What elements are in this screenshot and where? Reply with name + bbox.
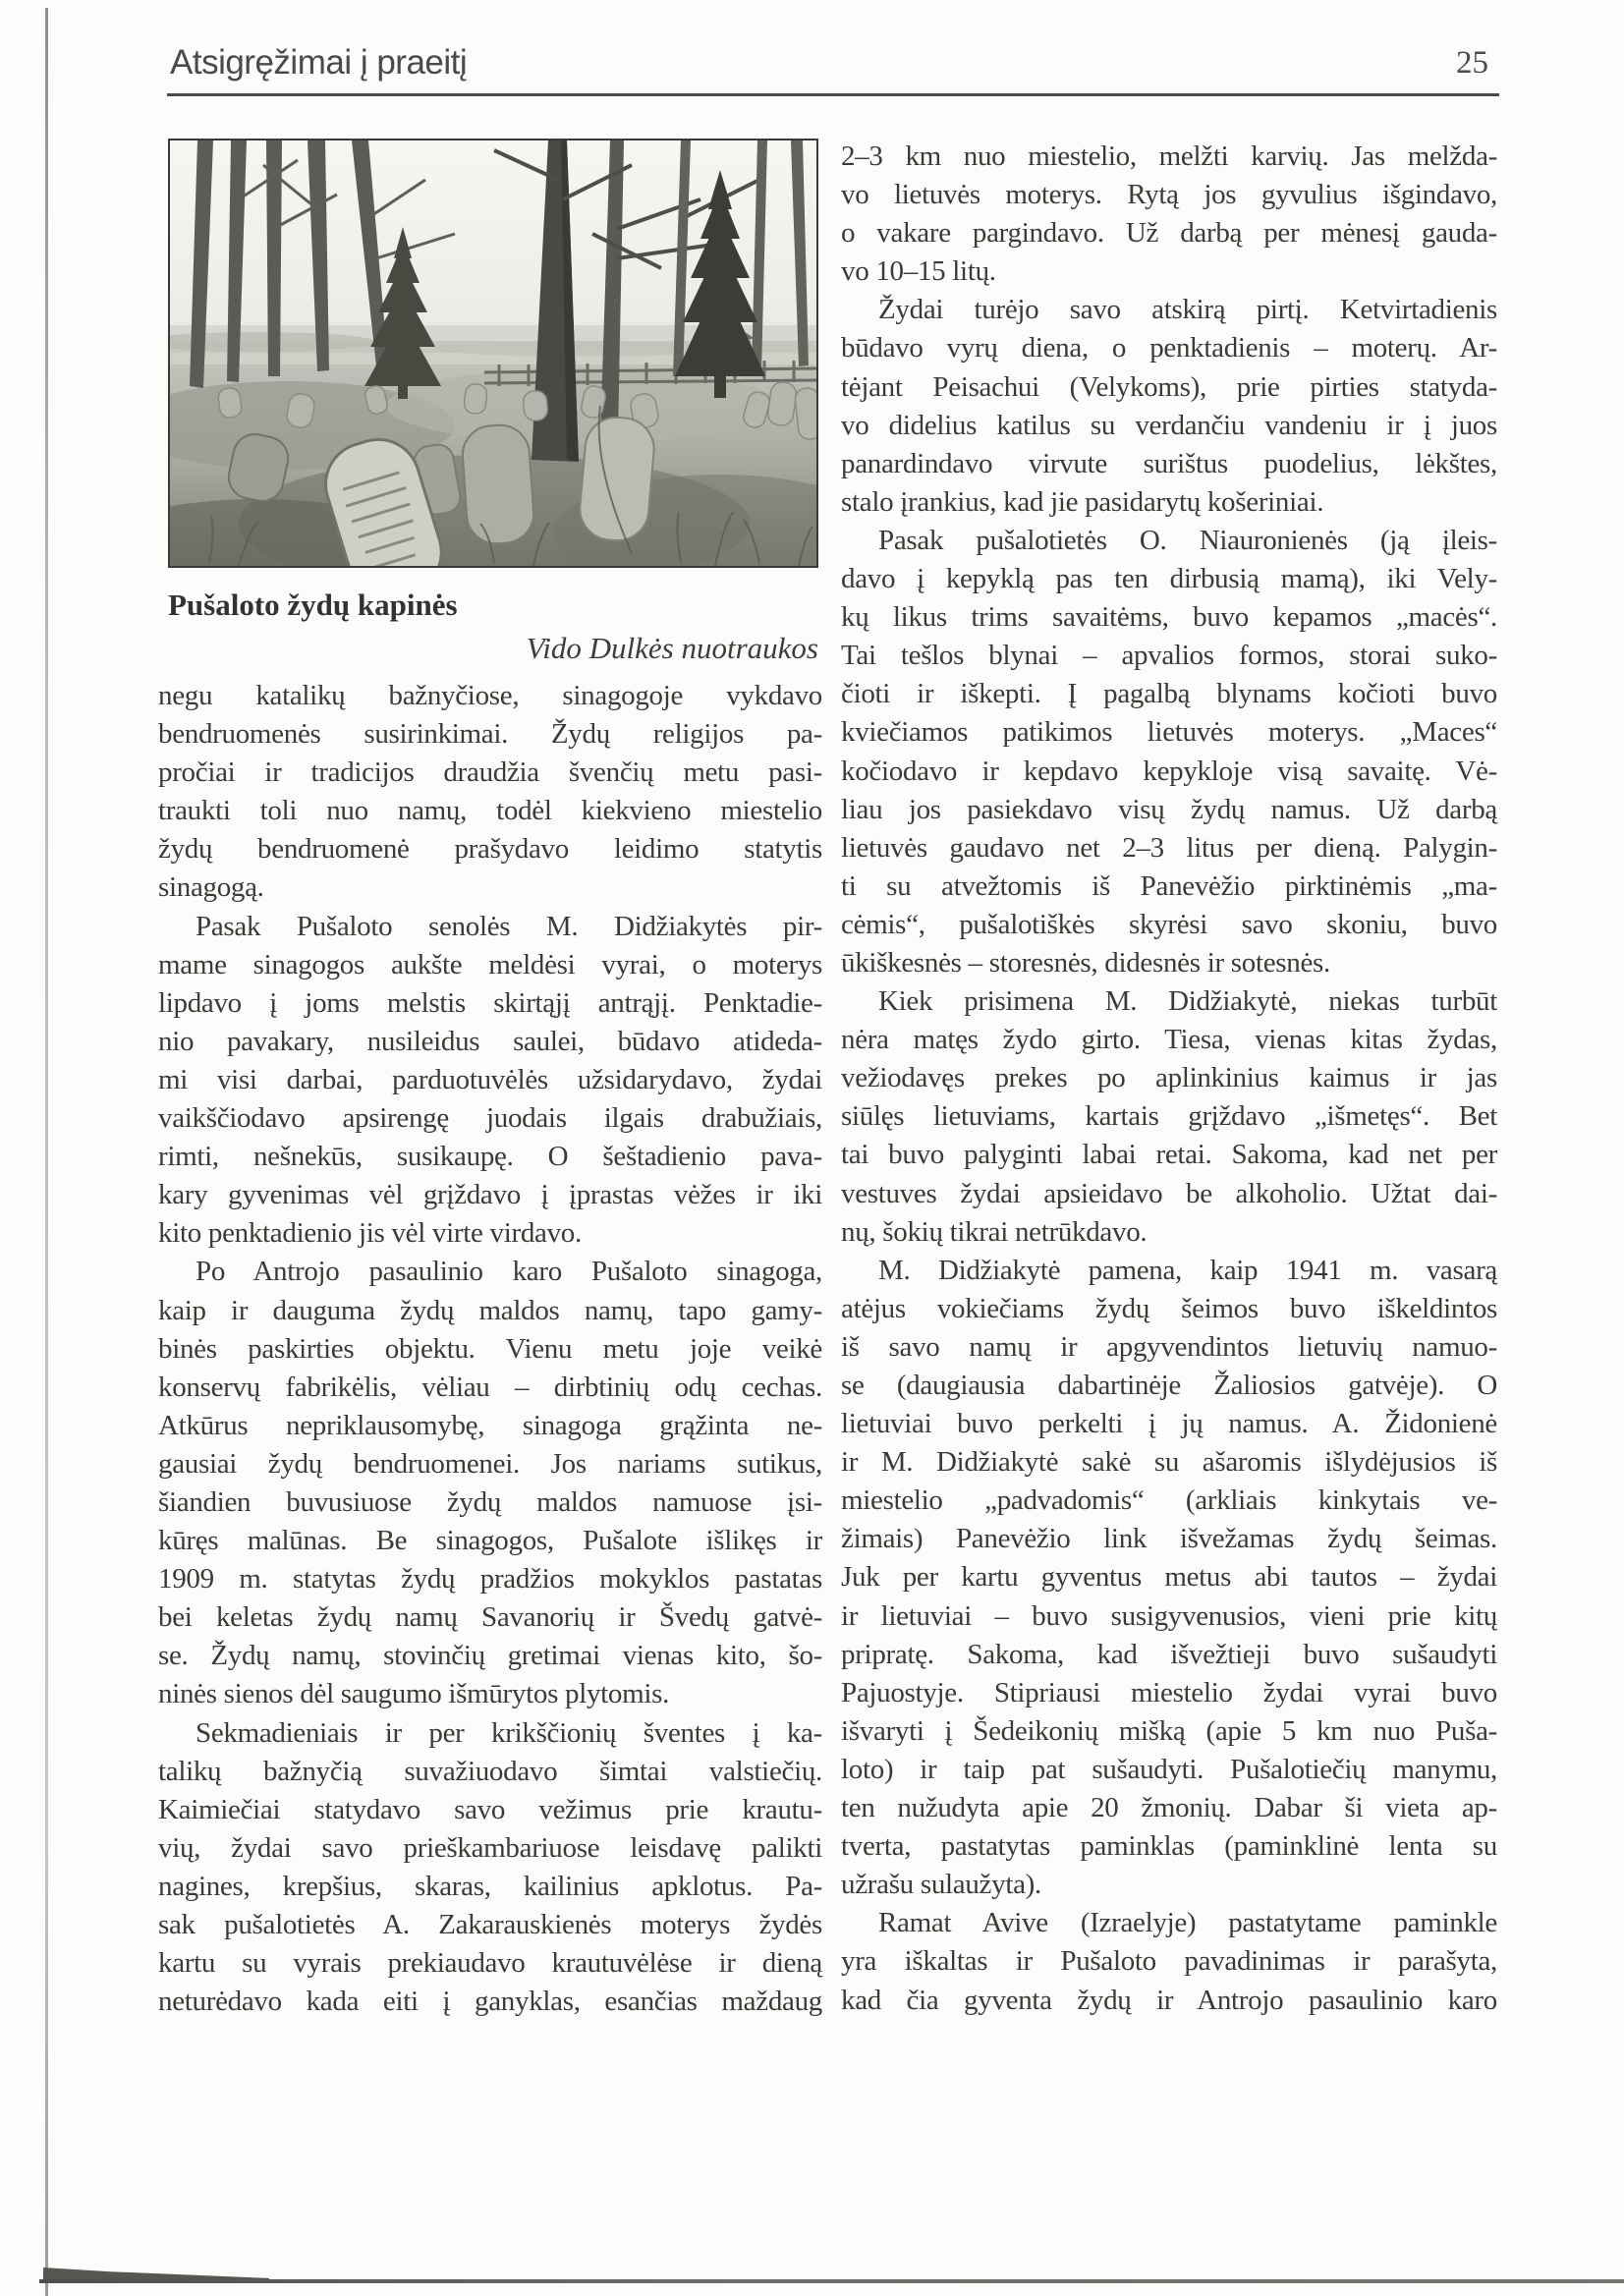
text-line: davo į kepyklą pas ten dirbusią mamą), iki Vely-	[841, 563, 1497, 595]
text-line: čioti ir iškepti. Į pagalbą blynams kočioti buvo	[841, 678, 1497, 710]
text-line: negu katalikų bažnyčiose, sinagogoje vykdavo	[158, 680, 822, 711]
paragraph	[841, 138, 1497, 291]
text-line: vo 10–15 litų.	[841, 255, 996, 288]
scan-edge-left	[45, 8, 48, 2296]
text-line: 2–3 km nuo miestelio, melžti karvių. Jas melžda-	[841, 140, 1497, 172]
paragraph	[158, 1714, 822, 2022]
text-line: 1909 m. statytas žydų pradžios mokyklos pastatas	[158, 1563, 822, 1596]
scan-edge-bottom	[39, 2279, 1624, 2283]
cemetery-photo-image	[168, 139, 818, 568]
text-line: Tai tešlos blynai – apvalios formos, storai suko-	[841, 640, 1497, 672]
text-line: kartu su vyrais prekiaudavo krautuvėlėse ir dieną	[158, 1947, 822, 1980]
paragraph	[841, 291, 1497, 522]
header-rule	[167, 93, 1499, 96]
text-line: kočiodavo ir kepdavo kepykloje visą savaitę. Vė-	[841, 755, 1497, 787]
text-line: Pasak Pušaloto senolės M. Didžiakytės pir-	[196, 910, 822, 942]
text-line: traukti toli nuo namų, todėl kiekvieno miestelio	[158, 795, 822, 827]
paragraph	[841, 522, 1497, 982]
text-line: sinagogą.	[158, 871, 264, 904]
text-line: liau jos pasiekdavo visų žydų namus. Už darbą	[841, 793, 1497, 825]
text-line: vestuves žydai apsieidavo be alkoholio. Užtat dai-	[841, 1177, 1497, 1209]
text-line: Sekmadieniais ir per krikščionių šventes į ka-	[196, 1716, 822, 1749]
text-line: Juk per kartu gyventus metus abi tautos – žydai	[841, 1561, 1497, 1594]
text-line: Pasak pušalotietės O. Niauronienės (ją įleis-	[878, 524, 1497, 556]
text-line: išvaryti į Šedeikonių mišką (apie 5 km nuo Puša-	[841, 1714, 1497, 1747]
text-line: Ramat Avive (Izraelyje) pastatytame paminkle	[878, 1907, 1497, 1939]
text-line: rimti, nešnekūs, susikaupę. O šeštadienio pava-	[158, 1141, 822, 1173]
photo-caption-title: Pušaloto žydų kapinės	[168, 588, 458, 622]
text-line: Kaimiečiai statydavo savo vežimus prie krautu-	[158, 1793, 822, 1825]
text-line: pročiai ir tradicijos draudžia švenčių metu pasi-	[158, 756, 822, 789]
paragraph	[158, 677, 822, 908]
text-line: loto) ir taip pat sušaudyti. Pušalotiečių manymu,	[841, 1753, 1497, 1785]
page-number: 25	[1456, 45, 1488, 81]
text-line: Atkūrus nepriklausomybę, sinagoga grąžinta ne-	[158, 1409, 822, 1441]
text-line: vaikščiodavo apsirengę juodais ilgais drabužiais,	[158, 1102, 822, 1135]
text-line: yra iškaltas ir Pušaloto pavadinimas ir parašyta,	[841, 1945, 1497, 1978]
text-line: siūlęs lietuviams, kartais grįždavo „išmetęs“. Bet	[841, 1100, 1497, 1133]
text-line: ti su atvežtomis iš Panevėžio pirktinėmis „ma-	[841, 869, 1497, 902]
text-line: bei keletas žydų namų Savanorių ir Švedų gatvė-	[158, 1601, 822, 1634]
text-line: gausiai žydų bendruomenei. Jos nariams sutikus,	[158, 1447, 822, 1480]
text-line: kviečiamos patikimos lietuvės moterys. „Maces“	[841, 716, 1497, 749]
text-line: vo lietuvės moterys. Rytą jos gyvulius išgindavo,	[841, 179, 1497, 211]
text-line: miestelio „padvadomis“ (arkliais kinkytais ve-	[841, 1484, 1497, 1517]
text-line: binės paskirties objektu. Vienu metu joje veikė	[158, 1332, 822, 1365]
text-line: bendruomenės susirinkimai. Žydų religijos pa-	[158, 718, 822, 751]
text-line: M. Didžiakytė pamena, kaip 1941 m. vasarą	[878, 1254, 1497, 1286]
text-line: žydų bendruomenė prašydavo leidimo statytis	[158, 833, 822, 866]
text-line: lietuviai buvo perkelti į jų namus. A. Židonienė	[841, 1408, 1497, 1440]
text-line: užrašu sulaužyta).	[841, 1869, 1041, 1901]
text-line: se. Žydų namų, stovinčių gretimai vienas kito, šo-	[158, 1640, 822, 1672]
running-header-title: Atsigręžimai į praeitį	[170, 43, 468, 82]
text-line: kaip ir dauguma žydų maldos namų, tapo gamy-	[158, 1294, 822, 1326]
text-line: Žydai turėjo savo atskirą pirtį. Ketvirtadienis	[878, 294, 1497, 326]
text-line: se (daugiausia dabartinėje Žaliosios gatvėje). O	[841, 1370, 1497, 1401]
text-line: cėmis“, pušalotiškės skyrėsi savo skoniu, buvo	[841, 908, 1497, 940]
text-line: kų likus trims savaitėms, buvo kepamos „macės“.	[841, 601, 1497, 634]
text-line: talikų bažnyčią suvažiuodavo šimtai valstiečių.	[158, 1755, 822, 1787]
text-line: ninės sienos dėl saugumo išmūrytos plytomis.	[158, 1678, 670, 1710]
text-line: Pajuostyje. Stipriausi miestelio žydai vyrai buvo	[841, 1676, 1497, 1708]
text-line: būdavo vyrų diena, o penktadienis – moterų. Ar-	[841, 332, 1497, 364]
text-line: vo didelius katilus su verdančiu vandeniu ir į juos	[841, 409, 1497, 441]
text-line: lipdavo į joms melstis skirtąjį antrąjį. Penktadie-	[158, 986, 822, 1019]
text-line: nio pavakary, nusileidus saulei, būdavo atideda-	[158, 1025, 822, 1057]
text-line: nų, šokių tikrai netrūkdavo.	[841, 1215, 1148, 1248]
text-line: žimais) Panevėžio link išvežamas žydų šeimas.	[841, 1523, 1497, 1555]
paragraph	[841, 1904, 1497, 2019]
photo-caption-credit: Vido Dulkės nuotraukos	[526, 631, 818, 665]
text-line: ten nužudyta apie 20 žmonių. Dabar ši vieta ap-	[841, 1792, 1497, 1824]
text-line: vežiodavęs prekes po aplinkinius kaimus ir jas	[841, 1062, 1497, 1094]
text-line: iš savo namų ir apgyvendintos lietuvių namuo-	[841, 1330, 1497, 1363]
text-line: sak pušalotietės A. Zakarauskienės moterys žydės	[158, 1909, 822, 1940]
text-line: Po Antrojo pasaulinio karo Pušaloto sinagoga,	[196, 1256, 822, 1288]
text-line: neturėdavo kada eiti į ganyklas, esančias maždaug	[158, 1986, 822, 2018]
text-line: kary gyvenimas vėl grįždavo į įprastas vėžes ir iki	[158, 1179, 822, 1211]
text-line: kad čia gyventa žydų ir Antrojo pasaulinio karo	[841, 1984, 1497, 2016]
text-line: o vakare pargindavo. Už darbą per mėnesį gauda-	[841, 217, 1497, 250]
text-line: stalo įrankius, kad jie pasidarytų košeriniai.	[841, 485, 1324, 518]
text-line: nagines, krepšius, skaras, kailinius apklotus. Pa-	[158, 1870, 822, 1902]
text-line: atėjus vokiečiams žydų šeimos buvo iškeldintos	[841, 1292, 1497, 1324]
text-line: mame sinagogos aukšte meldėsi vyrai, o moterys	[158, 948, 822, 980]
text-line: vių, žydai savo prieškambariuose leisdavę palikti	[158, 1831, 822, 1864]
text-line: konservų fabrikėlis, vėliau – dirbtinių odų cechas.	[158, 1371, 822, 1403]
text-line: nėra matęs žydo girto. Tiesa, vienas kitas žydas,	[841, 1024, 1497, 1056]
paragraph	[158, 1253, 822, 1713]
text-line: tėjant Peisachui (Velykoms), prie pirties statyda-	[841, 370, 1497, 403]
text-line: pripratę. Sakoma, kad išvežtieji buvo sušaudyti	[841, 1638, 1497, 1670]
text-line: mi visi darbai, parduotuvėlės užsidarydavo, žydai	[158, 1063, 822, 1095]
text-line: tverta, pastatytas paminklas (paminklinė lenta su	[841, 1830, 1497, 1863]
text-column-left	[158, 677, 822, 2021]
cemetery-photo-illustration	[170, 140, 816, 566]
text-line: ir M. Didžiakytė sakė su ašaromis išlydėjusios iš	[841, 1446, 1497, 1479]
text-line: Kiek prisimena M. Didžiakytė, niekas turbūt	[878, 985, 1497, 1018]
text-line: tai buvo palyginti labai retai. Sakoma, kad net per	[841, 1139, 1497, 1171]
text-line: ir lietuviai – buvo susigyvenusios, vieni prie kitų	[841, 1599, 1497, 1632]
text-column-right	[841, 138, 1497, 2020]
paragraph	[841, 1252, 1497, 1905]
text-line: lietuvės gaudavo net 2–3 litus per dieną. Palygin-	[841, 831, 1497, 864]
text-line: kito penktadienio jis vėl virte virdavo.	[158, 1217, 582, 1250]
text-line: ūkiškesnės – storesnės, didesnės ir sotesnės.	[841, 946, 1330, 979]
text-line: šiandien buvusiuose žydų maldos namuose įsi-	[158, 1485, 822, 1518]
text-line: panardindavo virvute surištus puodelius, lėkštes,	[841, 447, 1497, 479]
text-line: kūręs malūnas. Be sinagogos, Pušalote išlikęs ir	[158, 1525, 822, 1557]
paragraph	[841, 982, 1497, 1252]
paragraph	[158, 908, 822, 1254]
